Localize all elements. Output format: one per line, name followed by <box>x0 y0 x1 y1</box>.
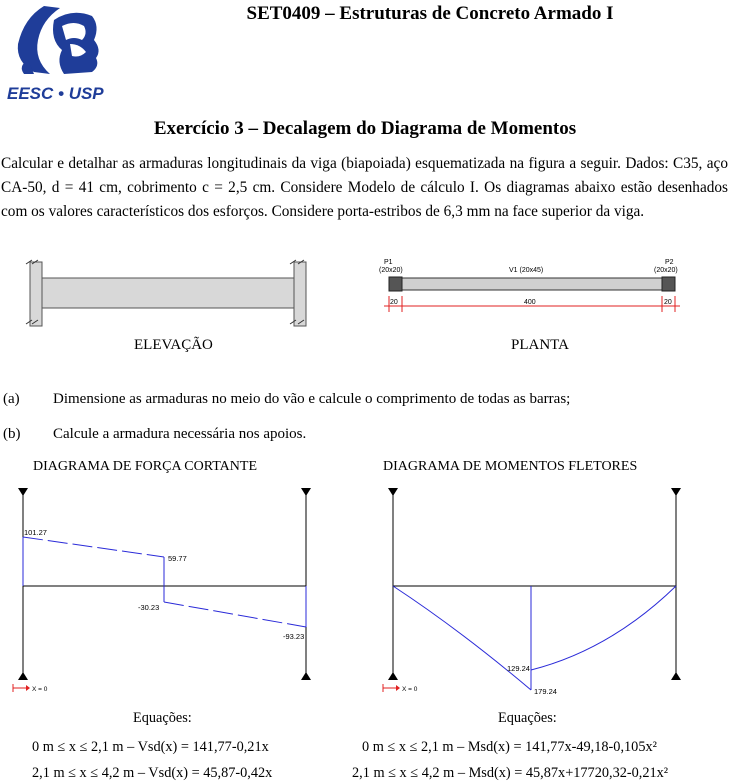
dim-left: 20 <box>390 299 398 306</box>
moment-diagram <box>380 480 700 702</box>
p1-size: (20x20) <box>379 267 403 274</box>
moment-equations-title: Equações: <box>498 710 557 726</box>
plan-figure <box>376 256 688 318</box>
moment-equation-1: 0 m ≤ x ≤ 2,1 m – Msd(x) = 141,77x-49,18-0,105x² <box>362 739 657 755</box>
dim-span: 400 <box>524 299 536 306</box>
moment-diagram-title: DIAGRAMA DE MOMENTOS FLETORES <box>383 459 638 474</box>
dim-right: 20 <box>664 299 672 306</box>
shear-value-right: -93.23 <box>283 632 305 641</box>
elevation-figure <box>22 258 322 330</box>
moment-x-origin: X = 0 <box>402 686 418 693</box>
exercise-intro: Calcular e detalhar as armaduras longitudinais da viga (biapoiada) esquematizada na figura a seguir. Dados: C35, aço CA-50, d = 41 cm, cobrimento c = 2,5 cm. Considere Modelo de cálculo I. Os diagramas abaixo estão desenhados com os valores característicos dos esforços. Considere porta-estribos de 6,3 mm na face superior da viga. <box>1 155 728 220</box>
shear-equation-2: 2,1 m ≤ x ≤ 4,2 m – Vsd(x) = 45,87-0,42x <box>32 765 273 781</box>
question-b-letter: (b) <box>3 426 21 442</box>
plan-caption: PLANTA <box>511 337 569 353</box>
shear-diagram-title: DIAGRAMA DE FORÇA CORTANTE <box>33 459 257 474</box>
shear-equations-title: Equações: <box>133 710 192 726</box>
question-b-text: Calcule a armadura necessária nos apoios. <box>53 426 307 442</box>
shear-value-left: 101.27 <box>24 528 47 537</box>
course-title: SET0409 – Estruturas de Concreto Armado I <box>246 3 614 24</box>
eesc-usp-logo <box>4 0 116 106</box>
exercise-title: Exercício 3 – Decalagem do Diagrama de Momentos <box>153 118 577 139</box>
moment-value-upper: 129.24 <box>507 664 530 673</box>
moment-equation-2: 2,1 m ≤ x ≤ 4,2 m – Msd(x) = 45,87x+17720,32-0,21x² <box>352 765 669 781</box>
shear-x-origin: X = 0 <box>32 686 48 693</box>
beam-label: V1 (20x45) <box>509 267 544 274</box>
question-a-text: Dimensione as armaduras no meio do vão e calcule o comprimento de todas as barras; <box>53 391 571 407</box>
logo-text: EESC • USP <box>7 84 104 103</box>
shear-equation-1: 0 m ≤ x ≤ 2,1 m – Vsd(x) = 141,77-0,21x <box>32 739 269 755</box>
moment-value-lower: 179.24 <box>534 687 557 696</box>
question-a-letter: (a) <box>3 391 20 407</box>
elevation-caption: ELEVAÇÃO <box>134 337 213 353</box>
shear-value-mid-right: -30.23 <box>138 603 160 612</box>
p2-label: P2 <box>665 259 674 266</box>
shear-value-mid-left: 59.77 <box>168 554 187 563</box>
p2-size: (20x20) <box>654 267 678 274</box>
shear-diagram <box>10 480 325 702</box>
p1-label: P1 <box>384 259 393 266</box>
